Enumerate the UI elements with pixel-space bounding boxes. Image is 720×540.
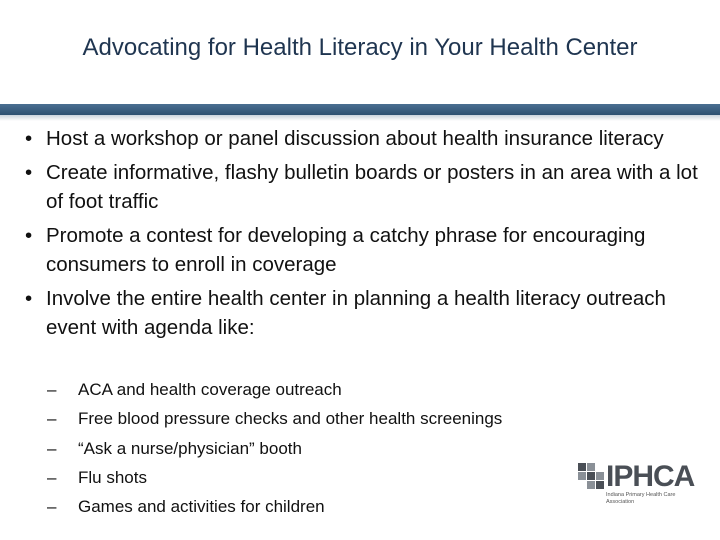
iphca-logo-icon	[578, 463, 604, 493]
sub-list-item	[0, 375, 720, 404]
list-item-text: Promote a contest for developing a catchy phrase for encouraging consumers to enroll in coverage	[46, 224, 646, 276]
sub-list-item-text: Flu shots	[78, 467, 147, 487]
sub-list-item-text: “Ask a nurse/physician” booth	[78, 438, 302, 458]
sub-list-item-text: Free blood pressure checks and other health screenings	[78, 409, 503, 429]
header-bar	[0, 104, 720, 115]
dash-marker: –	[47, 438, 57, 458]
bullet-marker: •	[25, 224, 33, 247]
bullet-marker: •	[25, 127, 33, 150]
list-item	[0, 284, 720, 342]
dash-marker: –	[47, 380, 57, 399]
dash-marker: –	[47, 467, 57, 487]
list-item-text: Create informative, flashy bulletin boards or posters in an area with a lot of foot traffic	[46, 161, 698, 213]
sub-list-item-text: ACA and health coverage outreach	[78, 380, 342, 399]
sub-list-item	[0, 434, 720, 463]
dash-marker: –	[47, 497, 57, 517]
bullet-marker: •	[25, 287, 33, 310]
list-item-text: Host a workshop or panel discussion about health insurance literacy	[46, 127, 664, 150]
sub-list-item	[0, 404, 720, 433]
dash-marker: –	[47, 409, 57, 429]
bullet-marker: •	[25, 161, 33, 184]
sub-list-item-text: Games and activities for children	[78, 497, 325, 517]
header-bar-shadow	[0, 115, 720, 121]
logo-subtitle: Indiana Primary Health Care Association	[606, 492, 676, 505]
bullet-list	[0, 124, 720, 347]
list-item	[0, 158, 720, 216]
iphca-logo	[578, 462, 696, 506]
logo-wordmark: IPHCA	[606, 460, 695, 493]
list-item	[0, 124, 720, 153]
list-item-text: Involve the entire health center in planning a health literacy outreach event with agenda like:	[46, 287, 666, 339]
list-item	[0, 221, 720, 279]
page-title: Advocating for Health Literacy in Your Health Center	[82, 34, 638, 61]
